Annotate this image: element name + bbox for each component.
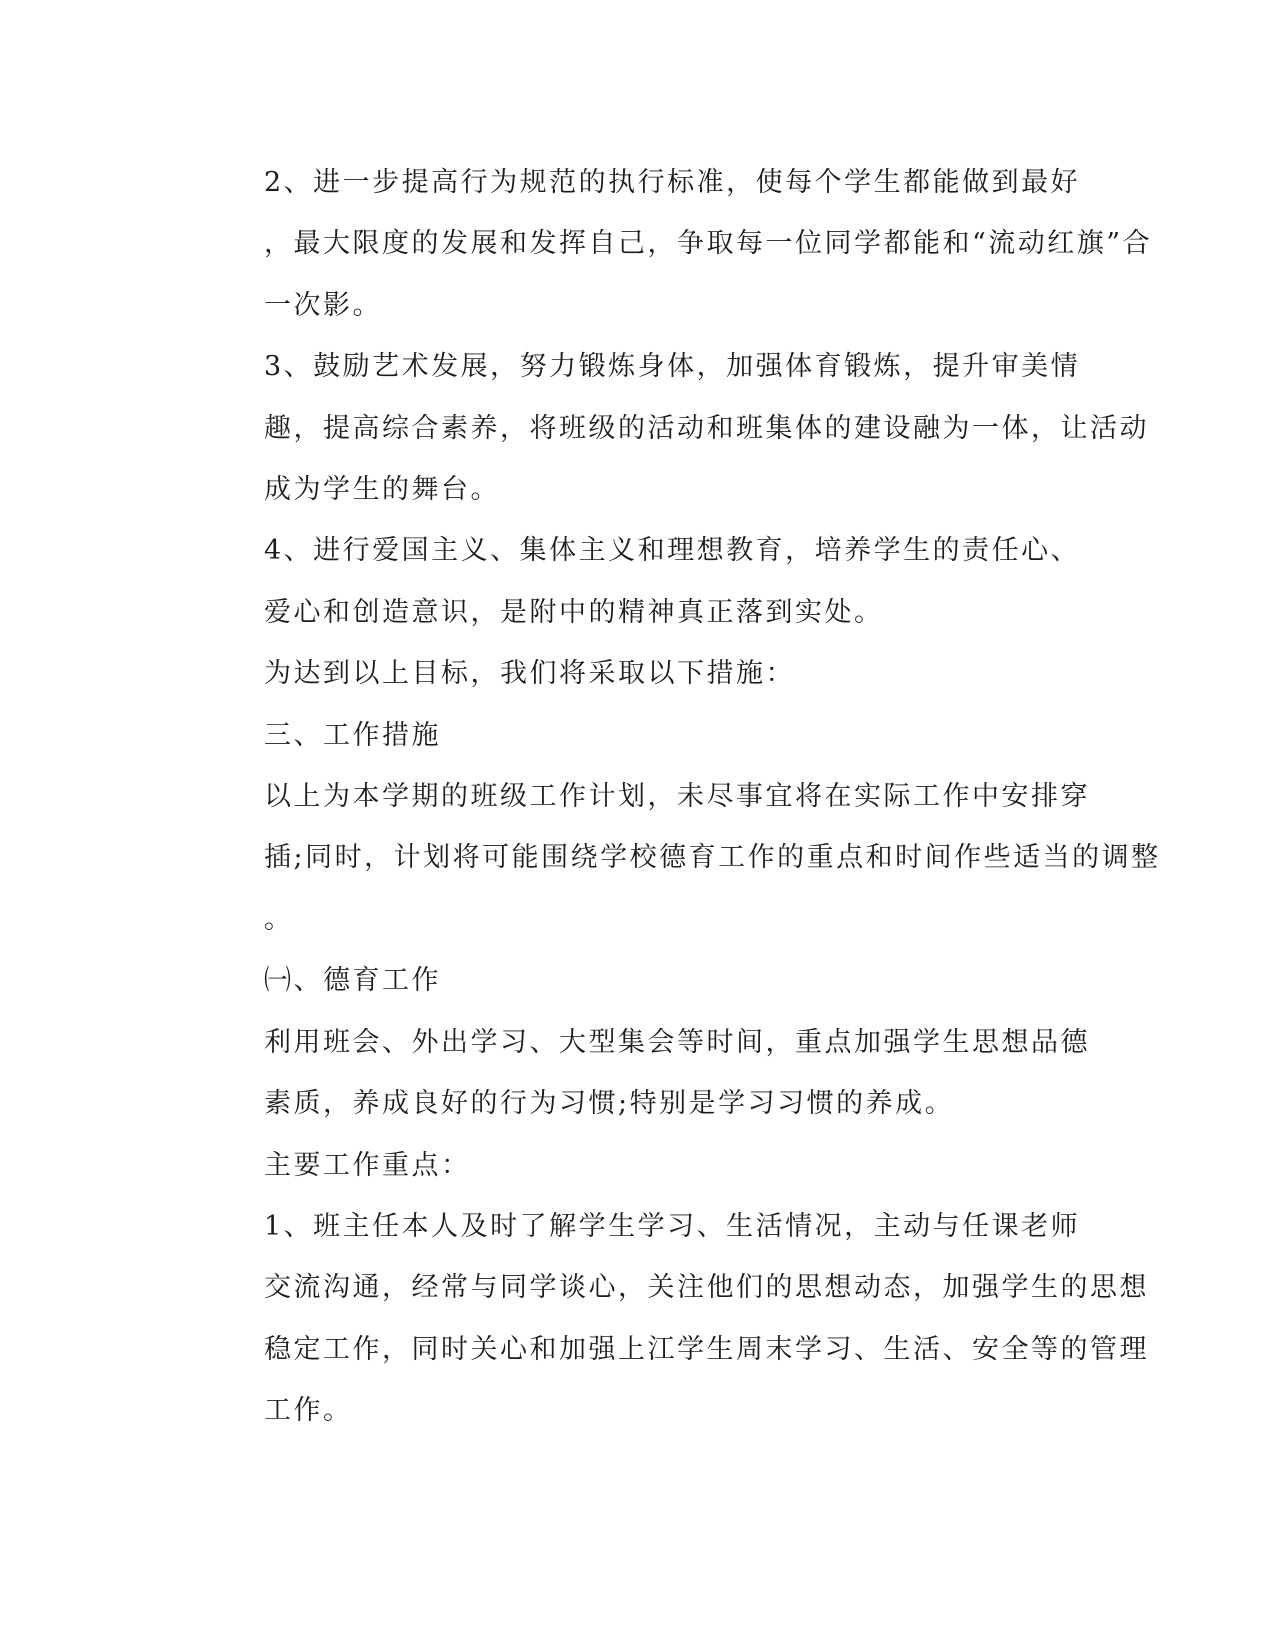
text-line: 2、进一步提高行为规范的执行标准，使每个学生都能做到最好: [264, 167, 1081, 198]
text-line: ，最大限度的发展和发挥自己，争取每一位同学都能和“流动红旗”合: [264, 228, 1153, 260]
text-line: 主要工作重点：: [264, 1149, 471, 1181]
text-line: 爱心和创造意识，是附中的精神真正落到实处。: [264, 596, 884, 628]
paragraph-plan-note: [188, 766, 1161, 950]
text-line: 1、班主任本人及时了解学生学习、生活情况，主动与任课老师: [264, 1210, 1081, 1242]
text-line: 三、工作措施: [264, 719, 441, 751]
paragraph-goal-3: [188, 336, 1149, 520]
paragraph-goal-2: [188, 152, 1153, 336]
text-line: 利用班会、外出学习、大型集会等时间，重点加强学生思想品德: [264, 1026, 1090, 1058]
text-line: 。: [264, 903, 294, 935]
key-points-heading: [188, 1135, 1088, 1196]
text-line: 趣，提高综合素养，将班级的活动和班集体的建设融为一体，让活动: [264, 412, 1149, 444]
text-line: 素质，养成良好的行为习惯;特别是学习习惯的养成。: [264, 1088, 955, 1120]
text-line: 3、鼓励艺术发展，努力锻炼身体，加强体育锻炼，提升审美情: [264, 351, 1081, 383]
paragraph-moral-education: [188, 1012, 1088, 1135]
text-line: 交流沟通，经常与同学谈心，关注他们的思想动态，加强学生的思想: [264, 1272, 1149, 1304]
section-heading-work-measures: [188, 705, 1088, 766]
paragraph-key-point-1: [188, 1196, 1149, 1442]
text-line: 为达到以上目标，我们将采取以下措施：: [264, 658, 795, 690]
paragraph-measures-intro: [188, 643, 1088, 704]
paragraph-goal-4: [188, 520, 1088, 643]
text-line: 一次影。: [264, 289, 382, 321]
subsection-heading-moral-education: [188, 950, 1088, 1011]
text-line: 成为学生的舞台。: [264, 474, 500, 506]
text-line: ㈠、德育工作: [264, 965, 441, 997]
text-line: 4、进行爱国主义、集体主义和理想教育，培养学生的责任心、: [264, 535, 1081, 567]
text-line: 插;同时，计划将可能围绕学校德育工作的重点和时间作些适当的调整: [264, 842, 1161, 874]
text-line: 工作。: [264, 1395, 353, 1427]
text-line: 以上为本学期的班级工作计划，未尽事宜将在实际工作中安排穿: [264, 781, 1090, 813]
document-page: [188, 152, 1161, 1442]
text-line: 稳定工作，同时关心和加强上江学生周末学习、生活、安全等的管理: [264, 1333, 1149, 1365]
